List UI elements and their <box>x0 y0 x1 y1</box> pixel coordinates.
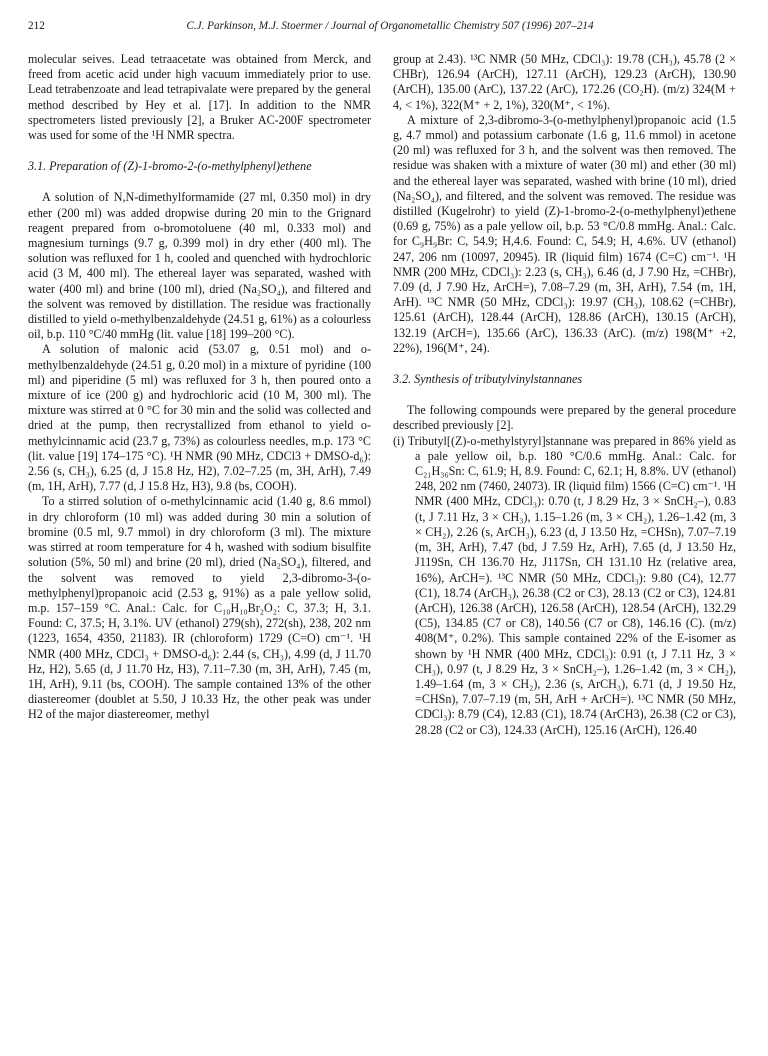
right-column <box>393 52 736 738</box>
paragraph-bromoethene-prep: A mixture of 2,3-dibromo-3-(o-methylphenyl)propanoic acid (1.5 g, 4.7 mmol) and potassium carbonate (1.6 g, 11.6 mmol) in acetone (20 ml) was refluxed for 3 h, and the solvent was then removed. The residue was shaken with a mixture of water (30 ml) and ether (30 ml) and the ethereal layer was separated, washed with brine (10 ml), dried (Na₂SO₄), and filtered, and the solvent was removed. The residue was distilled (Kugelrohr) to yield (Z)-1-bromo-2-(o-methylphenyl)ethene (0.69 g, 75%) as a pale yellow oil, b.p. 53 °C/0.8 mmHg. Anal.: Calc. for C₉H₉Br: C, 54.9; H,4.6. Found: C, 54.9; H, 4.6%. UV (ethanol) 247, 206 nm (10097, 20945). IR (liquid film) 1674 (C=C) cm⁻¹. ¹H NMR (200 MHz, CDCl₃): 2.23 (s, CH₃), 6.46 (d, J 7.90 Hz, =CHBr), 7.09 (d, J 7.90 Hz, ArCH=), 7.08–7.29 (m, 3H, ArH), 7.54 (m, 1H, ArH). ¹³C NMR (50 MHz, CDCl₃): 19.97 (CH₃), 108.62 (=CHBr), 125.61 (ArCH), 128.44 (ArCH), 128.86 (ArCH), 130.15 (ArCH), 132.19 (ArCH=), 135.66 (ArC), 136.33 (ArC). (m/z) 198(M⁺ +2, 22%), 196(M⁺, 24). <box>393 112 736 355</box>
section-heading-3-2: 3.2. Synthesis of tributylvinylstannanes <box>393 372 583 387</box>
paragraph-intro-continued: molecular seives. Lead tetraacetate was obtained from Merck, and freed from acetic acid under high vacuum immediately prior to use. Lead tetrabenzoate and lead tetrapivalate were prepared by the general method described by Hey et al. [17]. In addition to the NMR spectrometers listed previously [2], a Bruker AC-200F spectrometer was used for some of the ¹H NMR spectra. <box>28 52 371 143</box>
left-column <box>28 52 371 723</box>
paragraph-cinnamic-acid-prep: A solution of malonic acid (53.07 g, 0.51 mol) and o-methylbenzaldehyde (24.51 g, 0.20 mol) in a mixture of pyridine (100 ml) and piperidine (5 ml) was refluxed for 3 h, then poured onto a mixture of ice (200 g) and hydrochloric acid (10 M, 300 ml). The mixture was stirred at 0 °C for 30 min and the solid was collected and dried at the pump, then recrystallized from ethanol to yield o-methylcinnamic acid (23.7 g, 73%) as colourless needles, m.p. 173 °C (lit. value [19] 174–175 °C). ¹H NMR (90 MHz, CDCl3 + DMSO-d₆): 2.56 (s, CH₃), 6.25 (d, J 15.8 Hz, H2), 7.02–7.25 (m, 3H, ArH), 7.49 (m, 1H, ArH), 7.77 (d, J 15.8 Hz, H3), 9.8 (bs, COOH). <box>28 342 371 494</box>
paragraph-dibromo-continued: group at 2.43). ¹³C NMR (50 MHz, CDCl₃): 19.78 (CH₃), 45.78 (2 × CHBr), 126.94 (ArCH), 127.11 (ArCH), 129.23 (ArCH), 130.90 (ArCH), 135.00 (ArC), 137.22 (ArC), 172.26 (CO₂H). (m/z) 324(M + 4, < 1%), 322(M⁺ + 2, 1%), 320(M⁺, < 1%). <box>393 52 736 112</box>
paragraph-aldehyde-prep: A solution of N,N-dimethylformamide (27 ml, 0.350 mol) in dry ether (200 ml) was added dropwise during 20 min to the Grignard reagent prepared from o-bromotoluene (40 ml, 0.333 mol) and magnesium turnings (9.7 g, 0.399 mol) in dry ether (400 ml). The solution was refluxed for 1 h, cooled and quenched with hydrochloric acid (3 M, 400 ml). The ethereal layer was separated, washed with water (400 ml) and brine (100 ml), dried (Na₂SO₄), and filtered and the solvent was removed by distillation. The residue was fractionally distilled to yield o-methylbenzaldehyde (24.51 g, 61%) as a colourless oil, b.p. 110 °C/40 mmHg (lit. value [18] 199–200 °C). <box>28 190 371 342</box>
paragraph-general-procedure: The following compounds were prepared by the general procedure described previously [2]. <box>393 403 736 433</box>
paper-page <box>28 12 752 1044</box>
list-item-stannane-i: (i) Tributyl[(Z)-o-methylstyryl]stannane was prepared in 86% yield as a pale yellow oil, b.p. 180 °C/0.6 mmHg. Anal.: Calc. for C₂₁H₃₆Sn: C, 61.9; H, 8.9. Found: C, 62.1; H, 8.8%. UV (ethanol) 248, 202 nm (7460, 24073). IR (liquid film) 1566 (C=C) cm⁻¹. ¹H NMR (400 MHz, CDCl₃): 0.70 (t, J 8.29 Hz, 3 × SnCH₂–), 0.83 (t, J 7.11 Hz, 3 × CH₃), 1.15–1.26 (m, 3 × CH₂), 1.26–1.42 (m, 3 × CH₂), 2.26 (s, ArCH₃), 6.23 (d, J 13.50 Hz, =CHSn), 7.07–7.19 (m, 3H, ArH), 7.47 (bd, J 7.59 Hz, ArH), 7.65 (d, J 13.50 Hz, J119Sn, CH 136.70 Hz, J117Sn, CH 131.10 Hz (relative area, 16%), ArCH=). ¹³C NMR (50 MHz, CDCl₃): 9.80 (C4), 12.77 (C1), 18.74 (ArCH₃), 26.38 (C2 or C3), 28.13 (C2 or C3), 124.81 (ArCH), 126.38 (ArCH), 126.58 (ArCH), 128.54 (ArCH), 132.29 (C5), 134.85 (C7 or C8), 140.56 (C7 or C8), 146.16 (C). (m/z) 408(M⁺, 0.2%). This sample contained 22% of the E-isomer as shown by ¹H NMR (400 MHz, CDCl₃): 0.91 (t, J 7.11 Hz, 3 × CH₃), 0.97 (t, J 8.29 Hz, 3 × SnCH₂–), 1.26–1.42 (m, 3 × CH₂), 1.49–1.64 (m, 3 × CH₂), 2.36 (s, ArCH₃), 6.71 (d, J 19.50 Hz, =CHSn), 7.07–7.19 (m, 5H, ArH + ArCH=). ¹³C NMR (50 MHz, CDCl₃): 8.79 (C4), 12.83 (C1), 18.74 (ArCH3), 26.38 (C2 or C3), 28.28 (C2 or C3), 124.33 (ArCH), 125.16 (ArCH), 126.40 <box>393 433 736 737</box>
journal-header: C.J. Parkinson, M.J. Stoermer / Journal of Organometallic Chemistry 507 (1996) 207–214 <box>186 20 594 32</box>
running-head <box>28 12 752 38</box>
paragraph-dibromo-prep: To a stirred solution of o-methylcinnamic acid (1.40 g, 8.6 mmol) in dry chloroform (10 ml) was added during 30 min a solution of bromine (0.5 ml, 9.7 mmol) in dry chloroform (3 ml). The mixture was stirred at room temperature for 4 h, washed with sodium bisulfite solution (5%, 50 ml) and brine (20 ml), dried (Na₂SO₄), filtered, and the solvent was removed to yield 2,3-dibromo-3-(o-methylphenyl)propanoic acid (2.53 g, 91%) as a pale yellow solid, m.p. 157–159 °C. Anal.: Calc. for C₁₀H₁₀Br₂O₂: C, 37.3; H, 3.1. Found: C, 37.5; H, 3.1%. UV (ethanol) 279(sh), 272(sh), 238, 202 nm (1223, 1654, 4350, 21183). IR (chloroform) 1729 (C=O) cm⁻¹. ¹H NMR (400 MHz, CDCl₃ + DMSO-d₆): 2.44 (s, CH₃), 4.99 (d, J 11.70 Hz, H2), 5.65 (d, J 11.70 Hz, H3), 7.11–7.30 (m, 3H, ArH), 7.45 (m, 1H, ArH), 9.11 (bs, COOH). The sample contained 13% of the other diastereomer (doublet at 5.50, J 10.33 Hz, the other peak was under H2 of the major diastereomer, methyl <box>28 494 371 722</box>
section-heading-3-1: 3.1. Preparation of (Z)-1-bromo-2-(o-methylphenyl)ethene <box>28 159 312 174</box>
page-number: 212 <box>28 20 45 32</box>
